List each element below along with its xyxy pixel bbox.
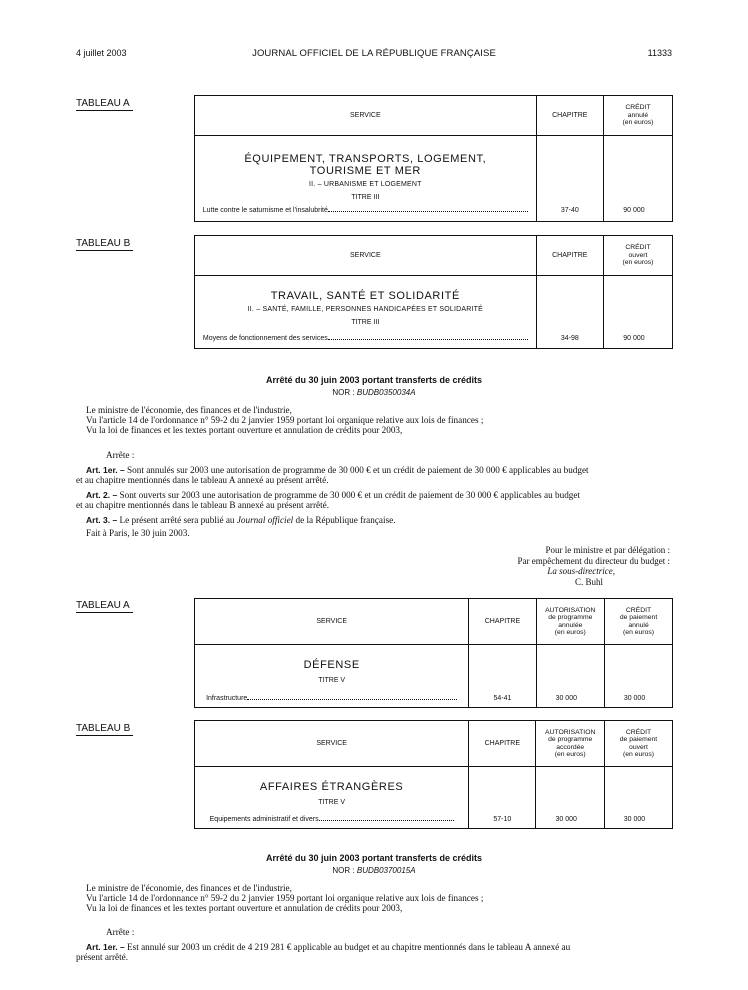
col-ap-header: AUTORISATION de programme annulée (en euros) bbox=[536, 599, 605, 645]
col-credit-header: CRÉDIT annulé (en euros) bbox=[603, 96, 672, 136]
header-date: 4 juillet 2003 bbox=[76, 48, 127, 58]
col-chapitre-header: CHAPITRE bbox=[536, 236, 603, 276]
row-chapitre: 57-10 bbox=[469, 811, 536, 829]
tableau-b-table bbox=[194, 235, 673, 349]
nor-reference: NOR : BUDB0350034A bbox=[332, 388, 416, 397]
arrete-title: Arrêté du 30 juin 2003 portant transferts de crédits bbox=[265, 375, 483, 385]
signature-block: Pour le ministre et par délégation : Par empêchement du directeur du budget : La sous-directrice, C. Buhl bbox=[440, 545, 670, 587]
titre-label: TITRE III bbox=[351, 194, 380, 201]
ministry-block bbox=[195, 645, 469, 690]
arrete2-word: Arrête : bbox=[106, 927, 135, 937]
article2-1: Art. 1er. – Est annulé sur 2003 un crédit de 4 219 281 € applicable au budget et au chapitre mentionnés dans le tableau A annexé au présent arrêté. bbox=[76, 942, 571, 963]
col-chapitre-header: CHAPITRE bbox=[536, 96, 603, 136]
col-ap-header: AUTORISATION de programme accordée (en euros) bbox=[536, 721, 605, 767]
tableau-b2-table bbox=[194, 720, 673, 829]
row-label: Moyens de fonctionnement des services bbox=[195, 329, 537, 349]
titre-label: TITRE V bbox=[318, 799, 346, 806]
col-cp-header: CRÉDIT de paiement annulé (en euros) bbox=[605, 599, 673, 645]
nor2-reference: NOR : BUDB0370015A bbox=[332, 866, 416, 875]
col-service-header: SERVICE bbox=[195, 96, 537, 136]
row-credit: 90 000 bbox=[603, 329, 672, 349]
preamble: Le ministre de l'économie, des finances et de l'industrie, Vu l'article 14 de l'ordonnance n° 59-2 du 2 janvier 1959 portant loi organique relative aux lois de finances ; Vu la loi de finances et les textes portant ouverture et annulation de crédits pour 2003, bbox=[86, 405, 484, 436]
ministry-name: TRAVAIL, SANTÉ ET SOLIDARITÉ bbox=[270, 290, 460, 302]
arrete2-title: Arrêté du 30 juin 2003 portant transferts de crédits bbox=[265, 853, 483, 863]
fait-a: Fait à Paris, le 30 juin 2003. bbox=[86, 528, 190, 538]
titre-label: TITRE III bbox=[351, 319, 380, 326]
row-cp: 30 000 bbox=[604, 811, 672, 829]
ministry-name: ÉQUIPEMENT, TRANSPORTS, LOGEMENT, TOURISME ET MER bbox=[244, 153, 487, 177]
col-credit-header: CRÉDIT ouvert (en euros) bbox=[603, 236, 672, 276]
row-credit: 90 000 bbox=[603, 201, 672, 221]
row-label: Lutte contre le saturnisme et l'insalubrité bbox=[195, 201, 537, 221]
arrete-word: Arrête : bbox=[106, 450, 135, 460]
row-ap: 30 000 bbox=[536, 811, 605, 829]
ministry-block bbox=[195, 767, 469, 811]
col-service-header: SERVICE bbox=[195, 721, 469, 767]
tableau-a-table bbox=[194, 95, 673, 222]
ministry-block bbox=[195, 276, 537, 329]
tableau-b-label: TABLEAU B bbox=[76, 238, 133, 251]
row-cp: 30 000 bbox=[605, 690, 673, 708]
ministry-name: AFFAIRES ÉTRANGÈRES bbox=[259, 781, 404, 793]
row-chapitre: 37-40 bbox=[536, 201, 603, 221]
signatory-name: C. Buhl bbox=[574, 576, 603, 587]
section-name: II. – SANTÉ, FAMILLE, PERSONNES HANDICAPÉES ET SOLIDARITÉ bbox=[247, 306, 483, 313]
page-number: 11333 bbox=[647, 48, 672, 58]
ministry-name: DÉFENSE bbox=[303, 659, 360, 671]
col-chapitre-header: CHAPITRE bbox=[469, 721, 536, 767]
tableau-a2-table bbox=[194, 598, 673, 708]
article-3: Art. 3. – Le présent arrêté sera publié au Journal officiel de la République française. bbox=[86, 515, 396, 525]
row-label: Infrastructure bbox=[195, 690, 469, 708]
article-1: Art. 1er. – Sont annulés sur 2003 une autorisation de programme de 30 000 € et un crédit de paiement de 30 000 € applicables au budget et au chapitre mentionnés dans le tableau A annexé au présent arrêté. bbox=[76, 465, 589, 486]
article-2: Art. 2. – Sont ouverts sur 2003 une autorisation de programme de 30 000 € et un crédit de paiement de 30 000 € applicables au budget et au chapitre mentionnés dans le tableau B annexé au présent arrêté. bbox=[76, 490, 581, 511]
titre-label: TITRE V bbox=[318, 677, 346, 684]
journal-title: JOURNAL OFFICIEL DE LA RÉPUBLIQUE FRANÇAISE bbox=[252, 48, 496, 59]
tableau-a2-label: TABLEAU A bbox=[76, 600, 133, 613]
tableau-b2-label: TABLEAU B bbox=[76, 723, 133, 736]
preamble-2: Le ministre de l'économie, des finances et de l'industrie, Vu l'article 14 de l'ordonnance n° 59-2 du 2 janvier 1959 portant loi organique relative aux lois de finances ; Vu la loi de finances et les textes portant ouverture et annulation de crédits pour 2003, bbox=[86, 883, 484, 914]
ministry-block bbox=[195, 136, 537, 202]
col-service-header: SERVICE bbox=[195, 236, 537, 276]
row-label: Equipements administratif et divers bbox=[195, 811, 469, 829]
row-chapitre: 54-41 bbox=[469, 690, 536, 708]
col-service-header: SERVICE bbox=[195, 599, 469, 645]
section-name: II. – URBANISME ET LOGEMENT bbox=[309, 181, 422, 188]
col-cp-header: CRÉDIT de paiement ouvert (en euros) bbox=[604, 721, 672, 767]
col-chapitre-header: CHAPITRE bbox=[469, 599, 536, 645]
tableau-a-label: TABLEAU A bbox=[76, 98, 133, 111]
row-ap: 30 000 bbox=[536, 690, 605, 708]
row-chapitre: 34-98 bbox=[536, 329, 603, 349]
